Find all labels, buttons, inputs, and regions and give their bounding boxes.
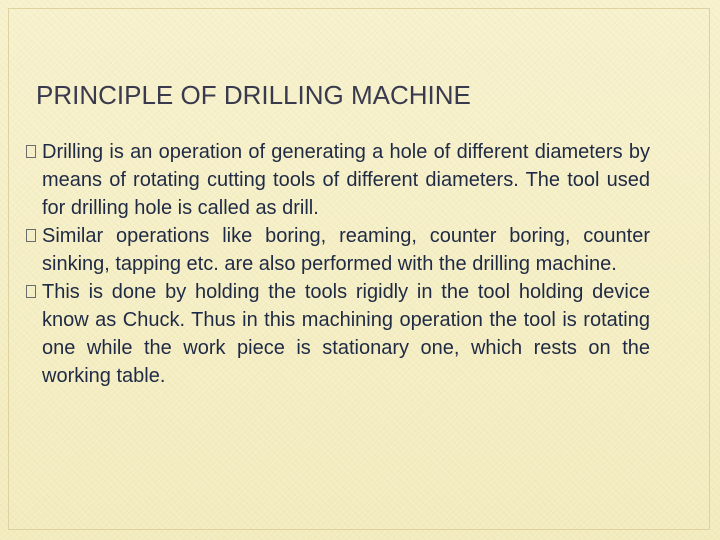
bullet-list [26,138,650,390]
bullet-text: Similar operations like boring, reaming, counter boring, counter sinking, tapping etc. are also performed with the drilling machine. [42,225,650,275]
square-bullet-icon [26,145,36,158]
square-bullet-icon [26,229,36,242]
bullet-item [26,222,650,278]
slide-title: PRINCIPLE OF DRILLING MACHINE [36,80,471,110]
bullet-item [26,138,650,222]
square-bullet-icon [26,285,36,298]
bullet-text: Drilling is an operation of generating a hole of different diameters by means of rotating cutting tools of different diameters. The tool used for drilling hole is called as drill. [42,141,650,219]
bullet-item [26,278,650,390]
bullet-text: This is done by holding the tools rigidly in the tool holding device know as Chuck. Thus in this machining operation the tool is rotating one while the work piece is stationary one, which rests on the working table. [42,281,650,387]
